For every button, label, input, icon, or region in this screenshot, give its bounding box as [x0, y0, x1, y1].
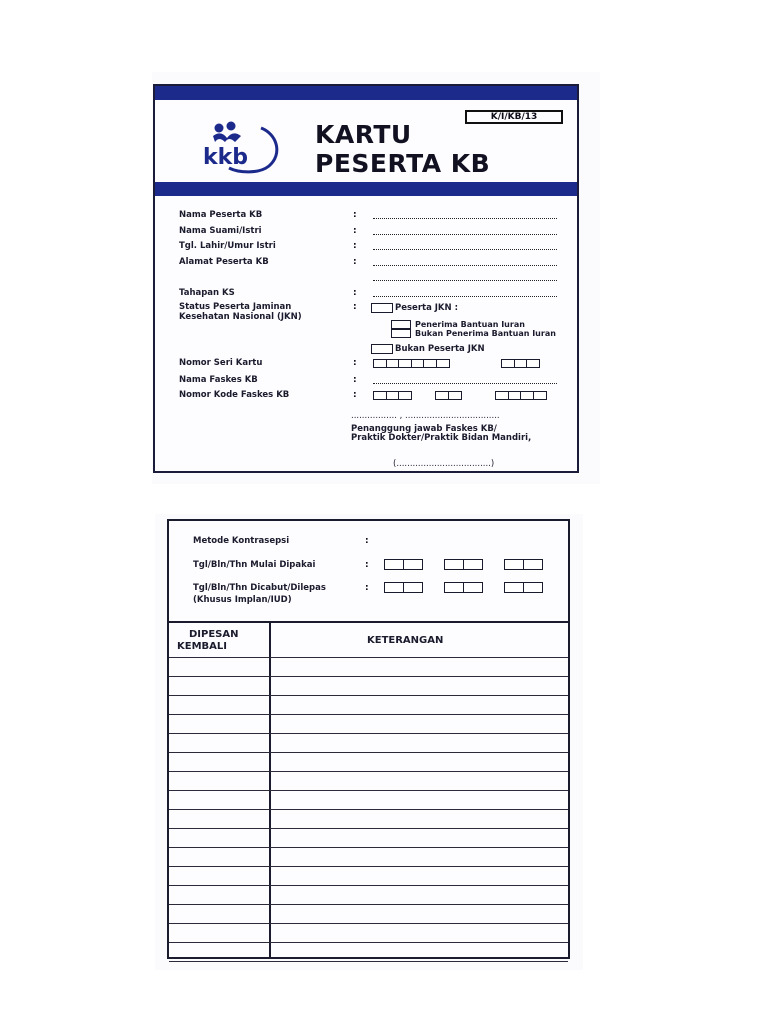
header-kembali: KEMBALI: [177, 641, 227, 652]
colon: :: [353, 358, 357, 368]
kartu-peserta-front: [153, 84, 579, 473]
header-keterangan: KETERANGAN: [367, 635, 444, 646]
table-row[interactable]: [169, 923, 568, 924]
label-nama-faskes: Nama Faskes KB: [179, 375, 258, 385]
table-row[interactable]: [169, 885, 568, 886]
kkb-logo-icon: [199, 118, 283, 174]
non-pbi-label: Bukan Penerima Bantuan Iuran: [415, 329, 556, 338]
label-tgl-lahir: Tgl. Lahir/Umur Istri: [179, 241, 276, 251]
kartu-peserta-back: [167, 519, 570, 959]
table-row[interactable]: [169, 866, 568, 867]
tgl-dicabut-day[interactable]: [384, 582, 421, 593]
form-code: K/I/KB/13: [465, 110, 563, 124]
table-row[interactable]: [169, 714, 568, 715]
table-row[interactable]: [169, 733, 568, 734]
nama-faskes-field[interactable]: [373, 375, 557, 384]
tahapan-ks-field[interactable]: [373, 288, 557, 297]
colon: :: [365, 536, 369, 546]
colon: :: [353, 302, 357, 312]
colon: :: [365, 560, 369, 570]
colon: :: [353, 257, 357, 267]
title-line-2: PESERTA KB: [315, 149, 491, 178]
nomor-seri-boxes-2[interactable]: [501, 359, 539, 368]
nama-suami-field[interactable]: [373, 226, 557, 235]
alamat-field[interactable]: [373, 257, 557, 266]
signature-date-line: ................. , ...................................: [351, 411, 500, 421]
colon: :: [353, 375, 357, 385]
non-pbi-checkbox[interactable]: [391, 329, 411, 338]
colon: :: [353, 288, 357, 298]
label-metode-kontrasepsi: Metode Kontrasepsi: [193, 536, 290, 546]
table-row[interactable]: [169, 676, 568, 677]
kode-faskes-boxes-3[interactable]: [495, 391, 545, 400]
label-tgl-dicabut: Tgl/Bln/Thn Dicabut/Dilepas: [193, 583, 326, 593]
label-alamat: Alamat Peserta KB: [179, 257, 269, 267]
kode-faskes-boxes-1[interactable]: [373, 391, 411, 400]
table-row[interactable]: [169, 771, 568, 772]
table-row[interactable]: [169, 752, 568, 753]
bukan-peserta-jkn-checkbox[interactable]: [371, 344, 393, 354]
kode-faskes-boxes-2[interactable]: [435, 391, 460, 400]
top-blue-band: [155, 86, 577, 100]
signature-role-2: Praktik Dokter/Praktik Bidan Mandiri,: [351, 433, 532, 443]
colon: :: [353, 226, 357, 236]
colon: :: [365, 583, 369, 593]
label-status-jkn: Status Peserta Jaminan: [179, 302, 292, 312]
tgl-mulai-year[interactable]: [504, 559, 541, 570]
colon: :: [353, 390, 357, 400]
table-row[interactable]: [169, 695, 568, 696]
title-line-1: KARTU: [315, 120, 412, 149]
signature-role-1: Penanggung jawab Faskes KB/: [351, 424, 497, 434]
table-row[interactable]: [169, 847, 568, 848]
peserta-jkn-label: Peserta JKN :: [395, 303, 458, 313]
signature-name-line[interactable]: (...................................): [393, 459, 495, 469]
pbi-checkbox[interactable]: [391, 320, 411, 329]
table-row[interactable]: [169, 942, 568, 943]
logo-text: kkb: [203, 145, 249, 170]
table-row[interactable]: [169, 904, 568, 905]
bukan-peserta-jkn-label: Bukan Peserta JKN: [395, 344, 485, 354]
alamat-field-line-2[interactable]: [373, 272, 557, 281]
table-row[interactable]: [169, 809, 568, 810]
nama-peserta-field[interactable]: [373, 210, 557, 219]
table-row[interactable]: [169, 828, 568, 829]
riwayat-table: [169, 621, 568, 957]
label-nama-peserta: Nama Peserta KB: [179, 210, 263, 220]
table-row[interactable]: [169, 961, 568, 962]
colon: :: [353, 241, 357, 251]
label-khusus-implan: (Khusus Implan/IUD): [193, 595, 292, 605]
header-dipesan: DIPESAN: [189, 629, 239, 640]
card-title: [315, 120, 490, 178]
tgl-dicabut-month[interactable]: [444, 582, 481, 593]
tgl-dicabut-year[interactable]: [504, 582, 541, 593]
pbi-label: Penerima Bantuan Iuran: [415, 320, 525, 329]
label-kode-faskes: Nomor Kode Faskes KB: [179, 390, 290, 400]
tgl-lahir-field[interactable]: [373, 241, 557, 250]
label-tgl-mulai: Tgl/Bln/Thn Mulai Dipakai: [193, 560, 316, 570]
peserta-jkn-checkbox[interactable]: [371, 303, 393, 313]
header-blue-band: [155, 182, 577, 196]
tgl-mulai-month[interactable]: [444, 559, 481, 570]
table-row[interactable]: [169, 657, 568, 658]
label-tahapan-ks: Tahapan KS: [179, 288, 235, 298]
table-row[interactable]: [169, 790, 568, 791]
label-nama-suami: Nama Suami/Istri: [179, 226, 262, 236]
nomor-seri-boxes[interactable]: [373, 359, 448, 368]
colon: :: [353, 210, 357, 220]
label-nomor-seri: Nomor Seri Kartu: [179, 358, 263, 368]
tgl-mulai-day[interactable]: [384, 559, 421, 570]
label-status-jkn-2: Kesehatan Nasional (JKN): [179, 312, 302, 322]
